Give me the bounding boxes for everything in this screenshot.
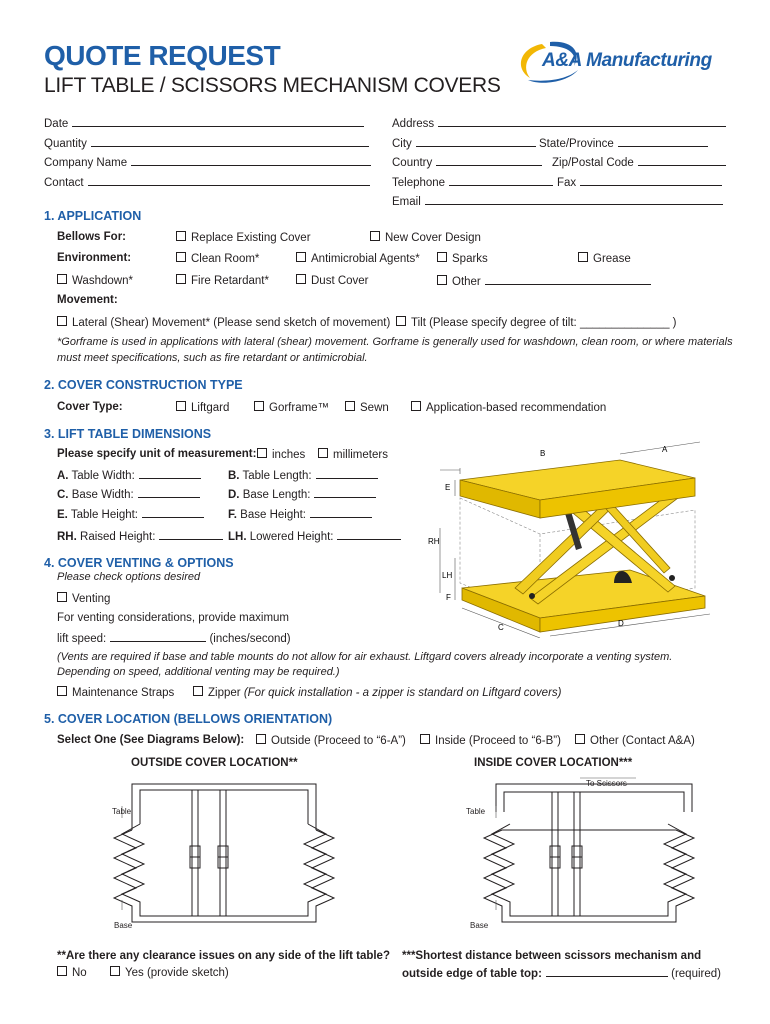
inches-checkbox[interactable] — [257, 448, 305, 461]
contact-field[interactable] — [44, 175, 370, 189]
option-label: millimeters — [333, 449, 388, 461]
base-width-field[interactable] — [57, 487, 200, 501]
dim-label: Lowered Height: — [249, 531, 334, 543]
option-label: Other — [452, 276, 481, 288]
outside-diagram-title: OUTSIDE COVER LOCATION** — [131, 757, 298, 769]
country-label: Country — [392, 157, 433, 169]
option-label: Application-based recommendation — [426, 402, 607, 414]
option-label: New Cover Design — [385, 232, 481, 244]
checkbox-icon — [318, 448, 328, 458]
lowered-height-field[interactable] — [228, 529, 401, 543]
dim-key: RH. — [57, 531, 77, 543]
option-label: Grease — [593, 253, 631, 265]
dim-key: E. — [57, 509, 68, 521]
page-subtitle: LIFT TABLE / SCISSORS MECHANISM COVERS — [44, 74, 501, 97]
dim-key: F. — [228, 509, 237, 521]
lift-speed-field[interactable] — [57, 631, 291, 645]
state-field[interactable] — [539, 136, 708, 150]
page-title: QUOTE REQUEST — [44, 40, 281, 71]
venting-subtitle: Please check options desired — [57, 571, 201, 583]
table-label: Table — [112, 807, 132, 816]
bellows-for-label: Bellows For: — [57, 231, 127, 243]
clearance-question: **Are there any clearance issues on any side of the lift table? — [57, 950, 390, 962]
sparks-checkbox[interactable] — [437, 252, 488, 265]
checkbox-icon — [256, 734, 266, 744]
email-label: Email — [392, 196, 421, 208]
shortest-distance-label: outside edge of table top: — [402, 968, 542, 980]
dim-key: LH. — [228, 531, 247, 543]
checkbox-icon — [578, 252, 588, 262]
checkbox-icon — [437, 275, 447, 285]
base-length-field[interactable] — [228, 487, 376, 501]
dim-key: B. — [228, 470, 240, 482]
lift-table-diagram — [420, 438, 730, 638]
section-venting-heading: 4. COVER VENTING & OPTIONS — [44, 556, 234, 570]
dim-letter-c: C — [498, 623, 504, 632]
dim-key: D. — [228, 489, 240, 501]
city-label: City — [392, 138, 412, 150]
option-label: Dust Cover — [311, 275, 369, 287]
base-height-field[interactable] — [228, 507, 372, 521]
option-label: Replace Existing Cover — [191, 232, 311, 244]
date-field[interactable] — [44, 116, 364, 130]
checkbox-icon — [345, 401, 355, 411]
liftgard-checkbox[interactable] — [176, 401, 229, 414]
contact-label: Contact — [44, 177, 84, 189]
gorframe-note-line2: must meet specifications, such as fire retardant or antimicrobial. — [57, 352, 368, 364]
to-scissors-label: To Scissors — [586, 779, 627, 788]
option-label: No — [72, 967, 87, 979]
maintenance-straps-checkbox[interactable] — [57, 686, 174, 699]
quantity-field[interactable] — [44, 136, 369, 150]
gorframe-checkbox[interactable] — [254, 401, 329, 414]
logo-text: A&A Manufacturing — [542, 50, 712, 71]
dim-letter-e: E — [445, 483, 451, 492]
sewn-checkbox[interactable] — [345, 401, 389, 414]
unit-label: Please specify unit of measurement: — [57, 448, 257, 460]
option-label: Antimicrobial Agents* — [311, 253, 420, 265]
option-label: Tilt (Please specify degree of tilt: ______________ ) — [411, 317, 677, 329]
fire-retardant-checkbox[interactable] — [176, 274, 269, 287]
checkbox-icon — [176, 231, 186, 241]
cover-type-label: Cover Type: — [57, 401, 123, 413]
tilt-checkbox[interactable] — [396, 316, 677, 329]
checkbox-icon — [57, 274, 67, 284]
state-label: State/Province — [539, 138, 614, 150]
option-label: Gorframe™ — [269, 402, 330, 414]
other-location-checkbox[interactable] — [575, 734, 695, 747]
inside-diagram-title: INSIDE COVER LOCATION*** — [474, 757, 633, 769]
dim-letter-b: B — [540, 449, 546, 458]
option-label: Liftgard — [191, 402, 230, 414]
company-logo — [512, 36, 727, 86]
checkbox-icon — [57, 592, 67, 602]
option-label: inches — [272, 449, 306, 461]
checkbox-icon — [57, 686, 67, 696]
fax-field[interactable] — [557, 175, 722, 189]
checkbox-icon — [396, 316, 406, 326]
option-label: Outside (Proceed to “6-A”) — [271, 735, 406, 747]
address-label: Address — [392, 118, 435, 130]
checkbox-icon — [254, 401, 264, 411]
outside-checkbox[interactable] — [256, 734, 406, 747]
table-length-field[interactable] — [228, 468, 378, 482]
checkbox-icon — [370, 231, 380, 241]
checkbox-icon — [437, 252, 447, 262]
base-label: Base — [114, 921, 133, 930]
gorframe-note-line1: *Gorframe is used in applications with lateral (shear) movement. Gorframe is generally used for washdown, clean room, or where materials — [57, 336, 733, 348]
date-label: Date — [44, 118, 69, 130]
checkbox-icon — [57, 966, 67, 976]
fax-label: Fax — [557, 177, 577, 189]
checkbox-icon — [193, 686, 203, 696]
dim-letter-a: A — [662, 445, 668, 454]
company-field[interactable] — [44, 155, 371, 169]
dim-label: Base Height: — [240, 509, 307, 521]
checkbox-icon — [176, 274, 186, 284]
checkbox-icon — [411, 401, 421, 411]
environment-label: Environment: — [57, 252, 132, 264]
lift-speed-unit: (inches/second) — [209, 633, 291, 645]
dim-letter-lh: LH — [442, 571, 453, 580]
app-based-checkbox[interactable] — [411, 401, 606, 414]
dim-label: Base Width: — [71, 489, 134, 501]
option-label: Yes (provide sketch) — [125, 967, 229, 979]
option-label: Other (Contact A&A) — [590, 735, 695, 747]
shortest-distance-field[interactable] — [402, 966, 721, 980]
movement-label: Movement: — [57, 294, 118, 306]
section-dimensions-heading: 3. LIFT TABLE DIMENSIONS — [44, 427, 212, 441]
dim-key: A. — [57, 470, 69, 482]
dim-letter-f: F — [446, 593, 451, 602]
outside-bellows-illustration — [86, 772, 336, 942]
checkbox-icon — [296, 252, 306, 262]
country-field[interactable] — [392, 155, 542, 169]
table-height-field[interactable] — [57, 507, 204, 521]
dim-label: Table Height: — [70, 509, 138, 521]
millimeters-checkbox[interactable] — [318, 448, 388, 461]
inside-bellows-illustration — [456, 772, 706, 942]
zip-label: Zip/Postal Code — [552, 157, 634, 169]
option-label: Lateral (Shear) Movement* (Please send sketch of movement) — [72, 317, 391, 329]
city-field[interactable] — [392, 136, 536, 150]
option-label: Clean Room* — [191, 253, 260, 265]
lift-table-illustration — [420, 438, 730, 638]
base-label-inside: Base — [470, 921, 489, 930]
zipper-note: (For quick installation - a zipper is standard on Liftgard covers) — [243, 687, 562, 699]
clearance-yes-checkbox[interactable] — [110, 966, 229, 979]
outside-cover-diagram — [86, 772, 336, 942]
option-label: Inside (Proceed to “6-B”) — [435, 735, 561, 747]
checkbox-icon — [575, 734, 585, 744]
antimicrobial-checkbox[interactable] — [296, 252, 420, 265]
email-field[interactable] — [392, 194, 723, 208]
lift-speed-label: lift speed: — [57, 633, 107, 645]
section-application-heading: 1. APPLICATION — [44, 209, 142, 223]
raised-height-field[interactable] — [57, 529, 223, 543]
checkbox-icon — [257, 448, 267, 458]
grease-checkbox[interactable] — [578, 252, 631, 265]
select-one-label: Select One (See Diagrams Below): — [57, 734, 245, 746]
option-label: Venting — [72, 593, 111, 605]
section-construction-heading: 2. COVER CONSTRUCTION TYPE — [44, 378, 243, 392]
telephone-label: Telephone — [392, 177, 446, 189]
lateral-movement-checkbox[interactable] — [57, 316, 390, 329]
inside-checkbox[interactable] — [420, 734, 561, 747]
vent-note-line1: (Vents are required if base and table mounts do not allow for air exhaust. Liftgard covers already incorporate a venting system. — [57, 651, 673, 663]
checkbox-icon — [420, 734, 430, 744]
checkbox-icon — [110, 966, 120, 976]
quantity-label: Quantity — [44, 138, 87, 150]
shortest-distance-question: ***Shortest distance between scissors mechanism and — [402, 950, 702, 962]
address-field[interactable] — [392, 116, 726, 130]
option-label: Sewn — [360, 402, 389, 414]
option-label: Washdown* — [72, 275, 133, 287]
checkbox-icon — [176, 401, 186, 411]
dim-label: Table Width: — [71, 470, 135, 482]
clean-room-checkbox[interactable] — [176, 252, 259, 265]
replace-existing-checkbox[interactable] — [176, 231, 311, 244]
dim-label: Raised Height: — [80, 531, 156, 543]
washdown-checkbox[interactable] — [57, 274, 133, 287]
vent-note-line2: Depending on speed, additional venting may be required.) — [57, 666, 340, 678]
table-label-inside: Table — [466, 807, 486, 816]
dim-letter-d: D — [618, 619, 624, 628]
telephone-field[interactable] — [392, 175, 553, 189]
checkbox-icon — [57, 316, 67, 326]
clearance-no-checkbox[interactable] — [57, 966, 87, 979]
table-width-field[interactable] — [57, 468, 201, 482]
option-label: Maintenance Straps — [72, 687, 175, 699]
required-note: (required) — [671, 968, 721, 980]
zip-field[interactable] — [552, 155, 726, 169]
dim-label: Table Length: — [242, 470, 312, 482]
checkbox-icon — [176, 252, 186, 262]
other-environment-checkbox[interactable] — [437, 274, 651, 288]
inside-cover-diagram — [456, 772, 706, 942]
venting-checkbox[interactable] — [57, 592, 110, 605]
option-label: Fire Retardant* — [191, 275, 269, 287]
zipper-checkbox[interactable] — [193, 686, 561, 699]
dim-letter-rh: RH — [428, 537, 440, 546]
dim-label: Base Length: — [242, 489, 311, 501]
venting-text: For venting considerations, provide maximum — [57, 612, 290, 624]
company-label: Company Name — [44, 157, 128, 169]
section-location-heading: 5. COVER LOCATION (BELLOWS ORIENTATION) — [44, 712, 333, 726]
dust-cover-checkbox[interactable] — [296, 274, 369, 287]
option-label: Sparks — [452, 253, 488, 265]
dim-key: C. — [57, 489, 69, 501]
option-label: Zipper — [208, 687, 241, 699]
checkbox-icon — [296, 274, 306, 284]
new-design-checkbox[interactable] — [370, 231, 481, 244]
